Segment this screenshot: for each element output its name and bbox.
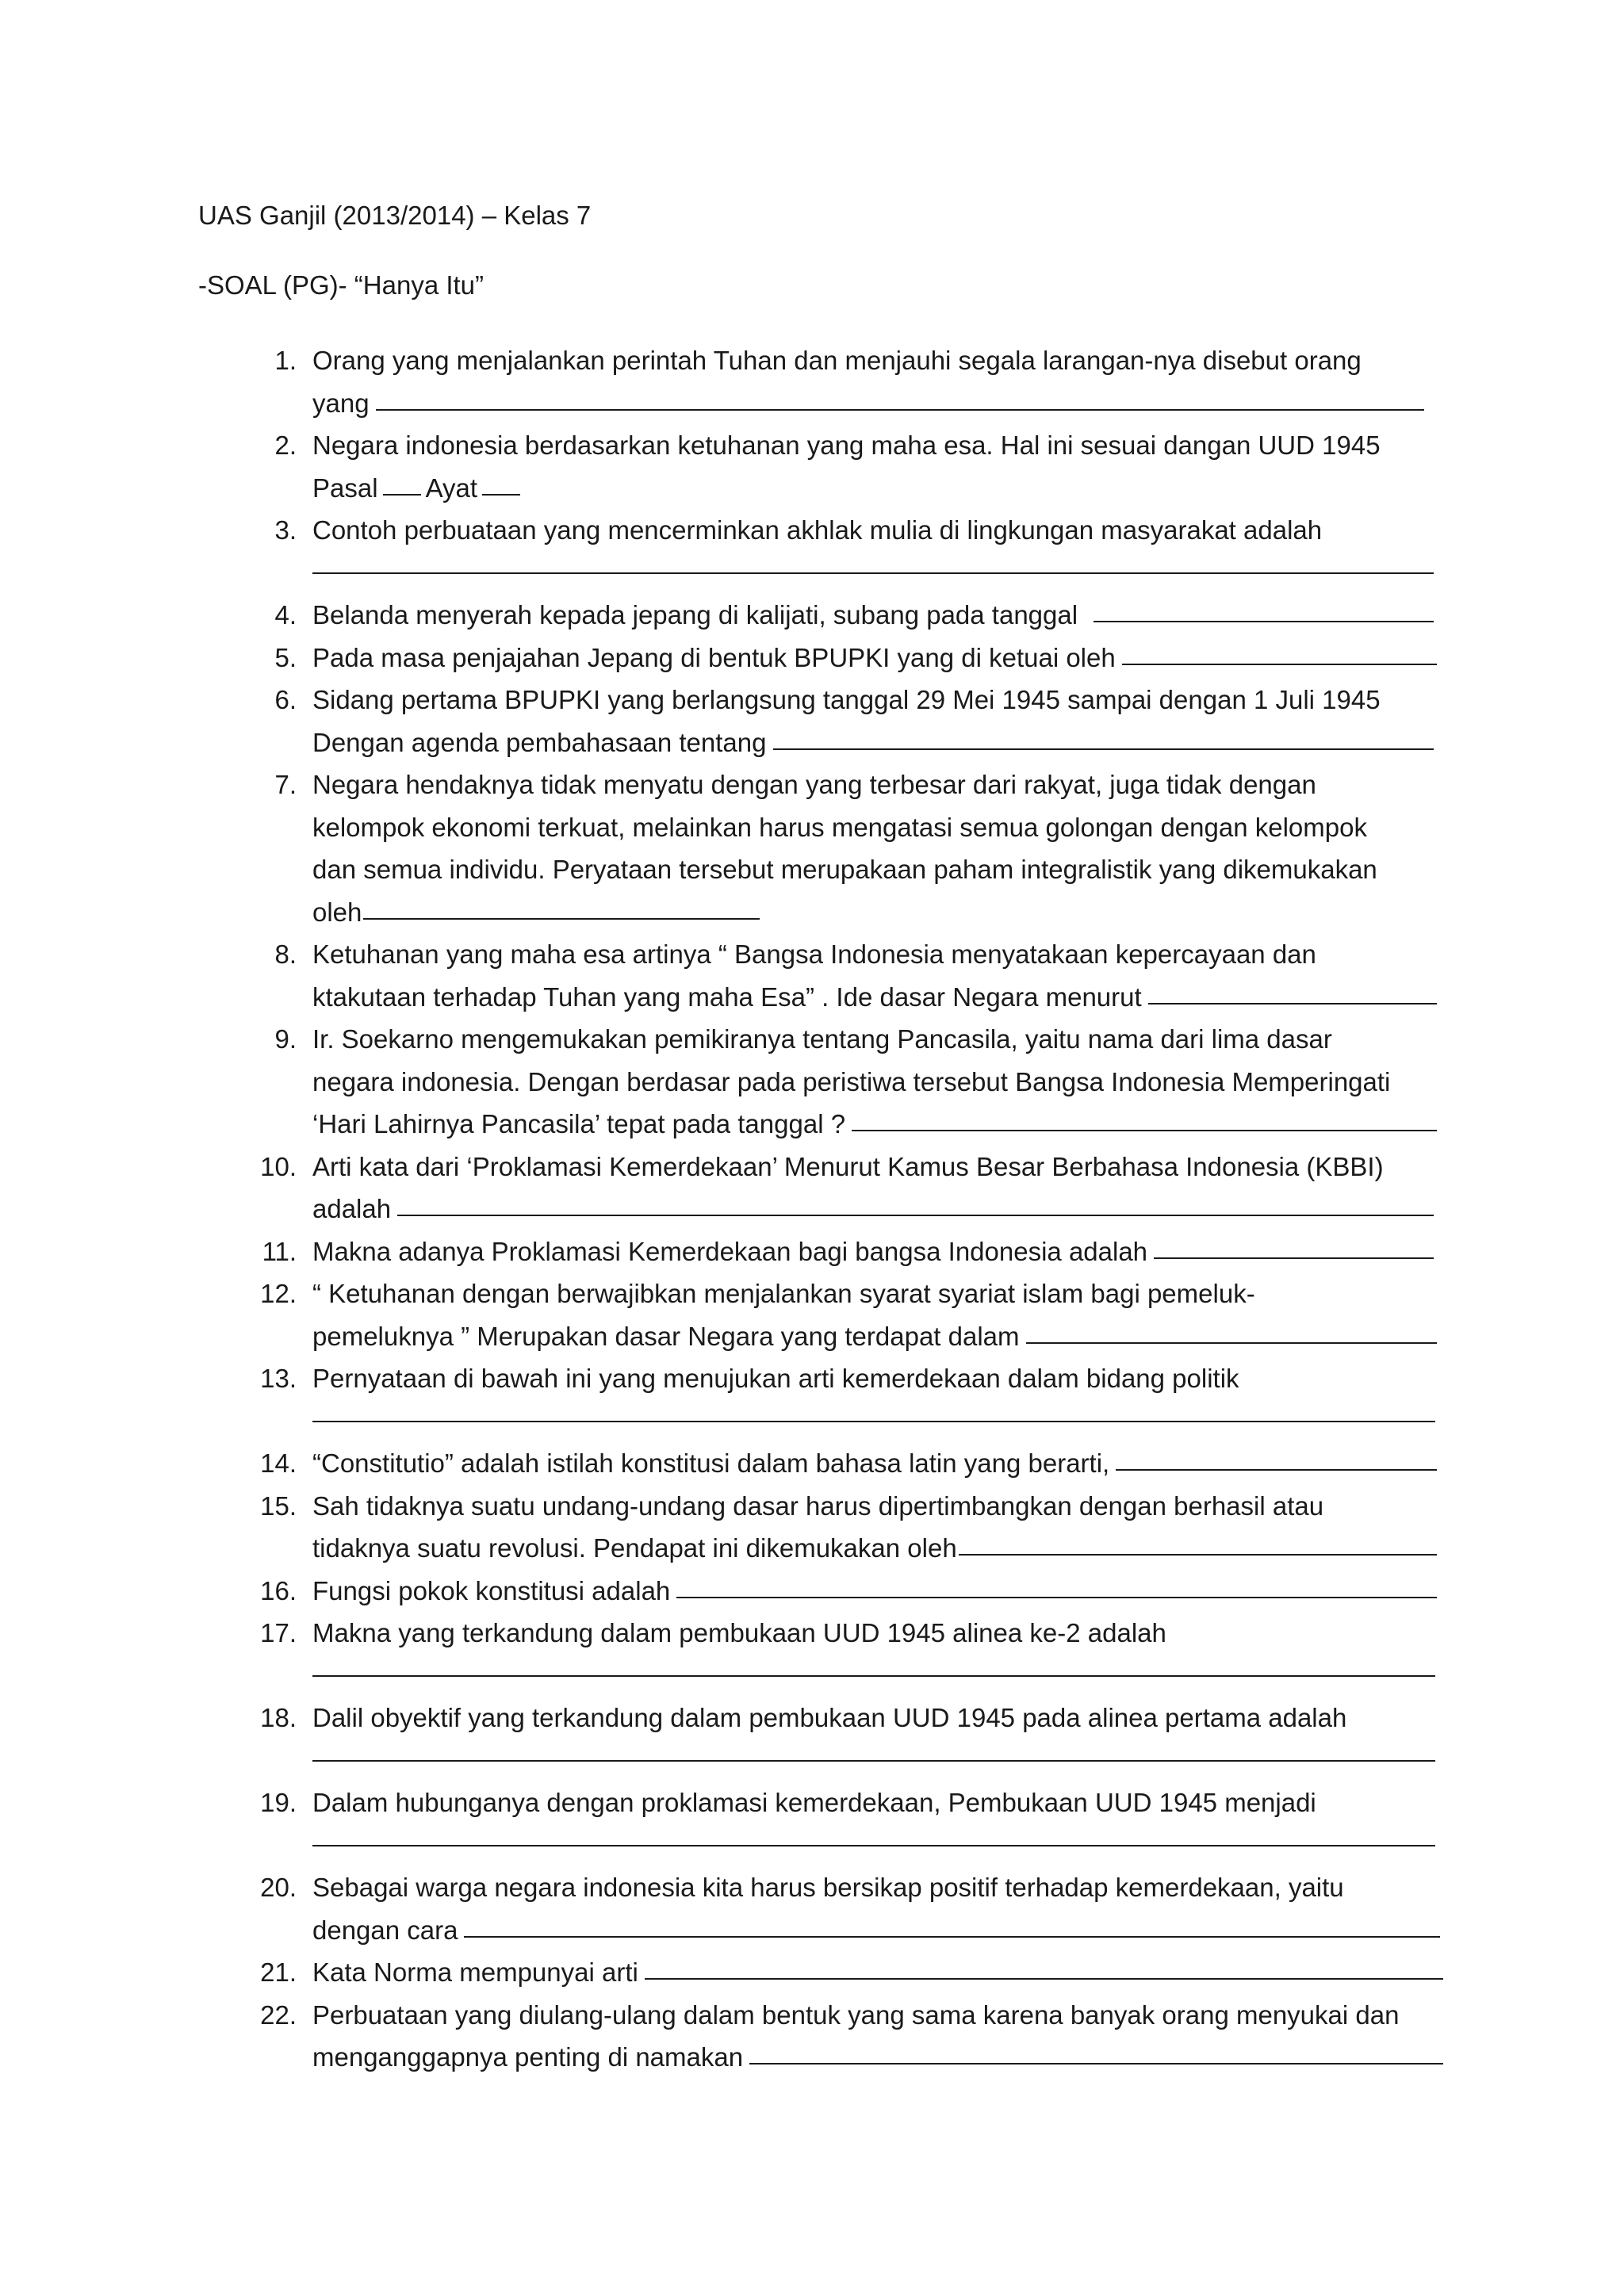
question-22 [238,1994,1443,2079]
exam-title: UAS Ganjil (2013/2014) – Kelas 7 [198,201,592,230]
question-10 [238,1146,1443,1230]
question-number: 19. [260,1788,297,1817]
question-19 [238,1781,1443,1866]
question-text: menganggapnya penting di namakan [312,2042,744,2072]
question-6 [238,679,1443,763]
answer-blank[interactable] [312,550,1434,574]
answer-blank[interactable] [749,2041,1443,2064]
answer-blank[interactable] [852,1108,1437,1131]
question-text: Arti kata dari ‘Proklamasi Kemerdekaan’ Menurut Kamus Besar Berbahasa Indonesia (KBBI) [312,1151,1384,1181]
pasal-blank[interactable] [383,472,421,496]
question-7 [238,763,1443,933]
question-number: 20. [260,1873,297,1902]
question-text: Orang yang menjalankan perintah Tuhan dan menjauhi segala larangan-nya disebut orang [312,346,1362,375]
question-text: negara indonesia. Dengan berdasar pada peristiwa tersebut Bangsa Indonesia Memperingati [312,1066,1391,1096]
question-number: 4. [274,600,297,629]
question-text: kelompok ekonomi terkuat, melainkan harus mengatasi semua golongan dengan kelompok [312,812,1367,842]
answer-blank[interactable] [1116,1447,1437,1471]
question-text: Dalil obyektif yang terkandung dalam pembukaan UUD 1945 pada alinea pertama adalah [312,1703,1347,1732]
question-text: Contoh perbuataan yang mencerminkan akhlak mulia di lingkungan masyarakat adalah [312,515,1323,545]
question-9 [238,1018,1443,1146]
question-text: yang [312,388,370,418]
question-text: “Constitutio” adalah istilah konstitusi dalam bahasa latin yang berarti, [312,1448,1110,1478]
question-number: 2. [274,430,297,460]
question-number: 21. [260,1957,297,1987]
question-8 [238,933,1443,1018]
question-text: ktakutaan terhadap Tuhan yang maha Esa” . Ide dasar Negara menurut [312,982,1142,1012]
answer-blank[interactable] [645,1956,1443,1980]
question-number: 14. [260,1448,297,1478]
question-text: Makna adanya Proklamasi Kemerdekaan bagi bangsa Indonesia adalah [312,1236,1148,1266]
answer-blank[interactable] [676,1575,1437,1598]
answer-blank[interactable] [464,1914,1440,1938]
answer-blank[interactable] [1122,641,1437,665]
answer-blank[interactable] [312,1653,1435,1677]
question-number: 22. [260,1999,297,2030]
answer-blank[interactable] [1094,599,1434,622]
question-text: “ Ketuhanan dengan berwajibkan menjalankan syarat syariat islam bagi pemeluk- [312,1279,1255,1308]
question-4 [238,594,1443,637]
question-text: dengan cara [312,1915,458,1945]
question-text: ‘Hari Lahirnya Pancasila’ tepat pada tanggal ? [312,1109,846,1138]
question-21 [238,1951,1443,1994]
question-text: Negara hendaknya tidak menyatu dengan yang terbesar dari rakyat, juga tidak dengan [312,770,1316,799]
question-number: 18. [260,1703,297,1732]
question-number: 15. [260,1490,297,1521]
question-text: Dengan agenda pembahasaan tentang [312,727,767,757]
question-text: dan semua individu. Peryataan tersebut merupakaan paham integralistik yang dikemukakan [312,855,1377,884]
answer-blank[interactable] [1154,1235,1434,1259]
exam-subtitle: -SOAL (PG)- “Hanya Itu” [198,270,485,300]
question-text: Kata Norma mempunyai arti [312,1957,638,1987]
question-text: Ir. Soekarno mengemukakan pemikiranya tentang Pancasila, yaitu nama dari lima dasar [312,1024,1332,1054]
question-number: 5. [274,642,297,672]
question-5 [238,637,1443,679]
question-number: 13. [260,1364,297,1393]
question-text: Pernyataan di bawah ini yang menujukan arti kemerdekaan dalam bidang politik [312,1364,1239,1393]
question-2 [238,424,1443,509]
question-number: 11. [262,1236,297,1266]
question-number: 12. [260,1279,297,1308]
question-text: Sebagai warga negara indonesia kita harus bersikap positif terhadap kemerdekaan, yaitu [312,1873,1344,1902]
question-11 [238,1230,1443,1273]
question-number: 7. [274,770,297,799]
question-text: Ayat [425,473,477,503]
answer-blank[interactable] [1026,1320,1437,1344]
question-text: Negara indonesia berdasarkan ketuhanan yang maha esa. Hal ini sesuai dangan UUD 1945 [312,430,1381,460]
question-number: 9. [274,1024,297,1054]
question-number: 1. [274,346,297,375]
question-text: Makna yang terkandung dalam pembukaan UUD 1945 alinea ke-2 adalah [312,1618,1166,1647]
question-text: Pada masa penjajahan Jepang di bentuk BPUPKI yang di ketuai oleh [312,642,1116,672]
answer-blank[interactable] [363,896,760,920]
question-18 [238,1697,1443,1781]
question-number: 10. [260,1151,297,1181]
question-text: Sidang pertama BPUPKI yang berlangsung tanggal 29 Mei 1945 sampai dengan 1 Juli 1945 [312,685,1381,714]
question-number: 3. [274,515,297,545]
question-1 [238,339,1443,424]
answer-blank[interactable] [959,1532,1437,1556]
question-list [238,339,1443,2079]
question-number: 8. [274,939,297,969]
question-text: Belanda menyerah kepada jepang di kalijati, subang pada tanggal [312,600,1078,629]
question-20 [238,1866,1443,1951]
question-text: Dalam hubunganya dengan proklamasi kemerdekaan, Pembukaan UUD 1945 menjadi [312,1788,1316,1817]
question-text: Fungsi pokok konstitusi adalah [312,1575,671,1605]
question-14 [238,1442,1443,1485]
question-text: oleh [312,897,362,927]
question-text: pemeluknya ” Merupakan dasar Negara yang terdapat dalam [312,1321,1020,1351]
question-13 [238,1357,1443,1442]
question-3 [238,509,1443,594]
answer-blank[interactable] [312,1738,1435,1762]
answer-blank[interactable] [397,1192,1434,1216]
ayat-blank[interactable] [482,472,520,496]
answer-blank[interactable] [312,1823,1435,1846]
question-number: 16. [260,1575,297,1605]
answer-blank[interactable] [312,1399,1435,1422]
question-15 [238,1485,1443,1570]
question-text: Ketuhanan yang maha esa artinya “ Bangsa Indonesia menyatakaan kepercayaan dan [312,939,1316,969]
answer-blank[interactable] [773,726,1434,750]
question-number: 6. [274,685,297,714]
question-text: Pasal [312,473,378,503]
question-16 [238,1570,1443,1613]
answer-blank[interactable] [376,387,1424,411]
question-text: adalah [312,1194,392,1223]
answer-blank[interactable] [1148,981,1437,1004]
question-text: Perbuataan yang diulang-ulang dalam bentuk yang sama karena banyak orang menyukai dan [312,1999,1400,2030]
question-text: Sah tidaknya suatu undang-undang dasar harus dipertimbangkan dengan berhasil atau [312,1490,1324,1521]
question-12 [238,1272,1443,1357]
question-text: tidaknya suatu revolusi. Pendapat ini dikemukakan oleh [312,1533,957,1563]
question-number: 17. [260,1618,297,1647]
question-17 [238,1612,1443,1697]
